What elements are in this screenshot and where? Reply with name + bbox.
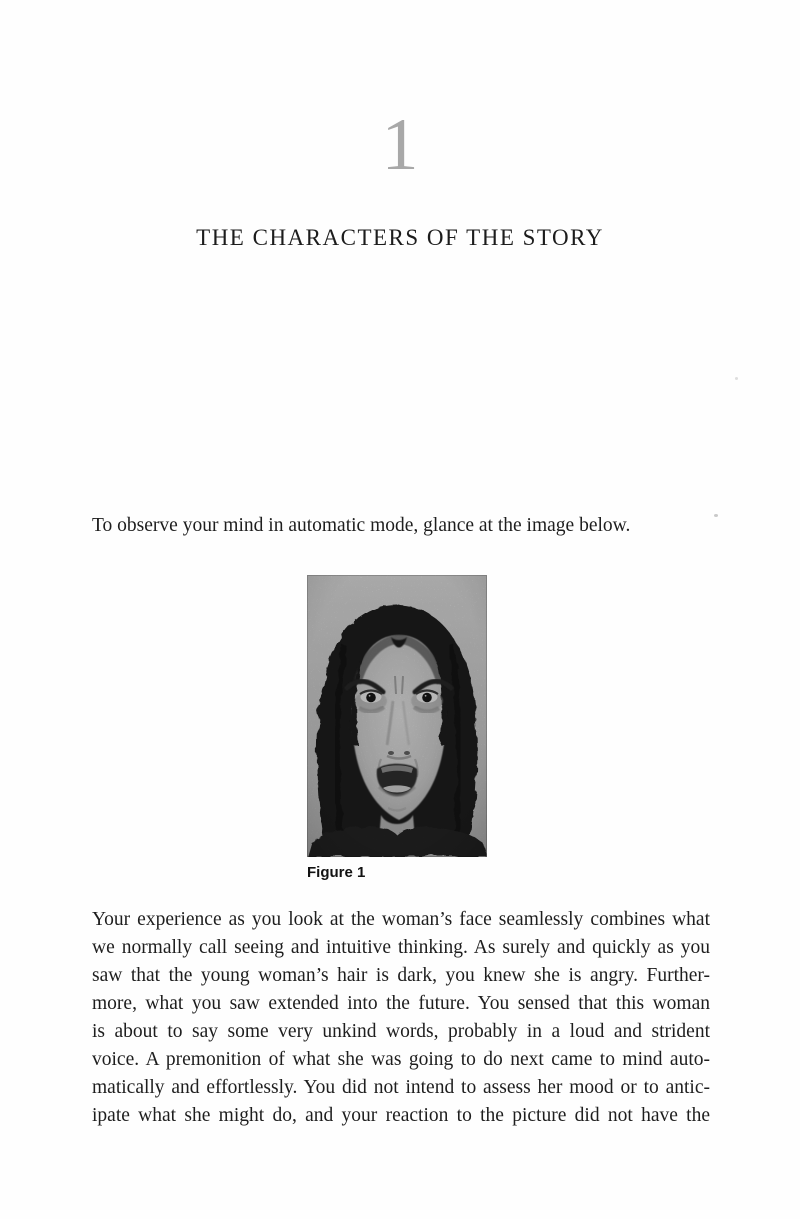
figure-caption: Figure 1 [307,864,366,881]
paragraph-line: is about to say some very unkind words, probably in a loud and strident [92,1021,710,1042]
scan-speck [714,514,718,517]
paragraph-line: Your experience as you look at the woman’s face seamlessly combines what [92,909,710,930]
paragraph-line: saw that the young woman’s hair is dark, you knew she is angry. Further- [92,965,710,986]
intro-paragraph: To observe your mind in automatic mode, glance at the image below. [92,515,631,536]
angry-woman-photo [307,575,487,857]
paragraph-line: matically and effortlessly. You did not intend to assess her mood or to antic- [92,1077,710,1098]
scan-speck [735,377,738,380]
chapter-number: 1 [381,104,419,186]
body-paragraph [92,906,710,1130]
paragraph-line: voice. A premonition of what she was going to do next came to mind auto- [92,1049,710,1070]
paragraph-line: more, what you saw extended into the future. You sensed that this woman [92,993,710,1014]
figure-1 [307,575,487,881]
paragraph-line: ipate what she might do, and your reaction to the picture did not have the [92,1105,710,1126]
paragraph-line: we normally call seeing and intuitive thinking. As surely and quickly as you [92,937,710,958]
chapter-title: THE CHARACTERS OF THE STORY [196,225,604,250]
